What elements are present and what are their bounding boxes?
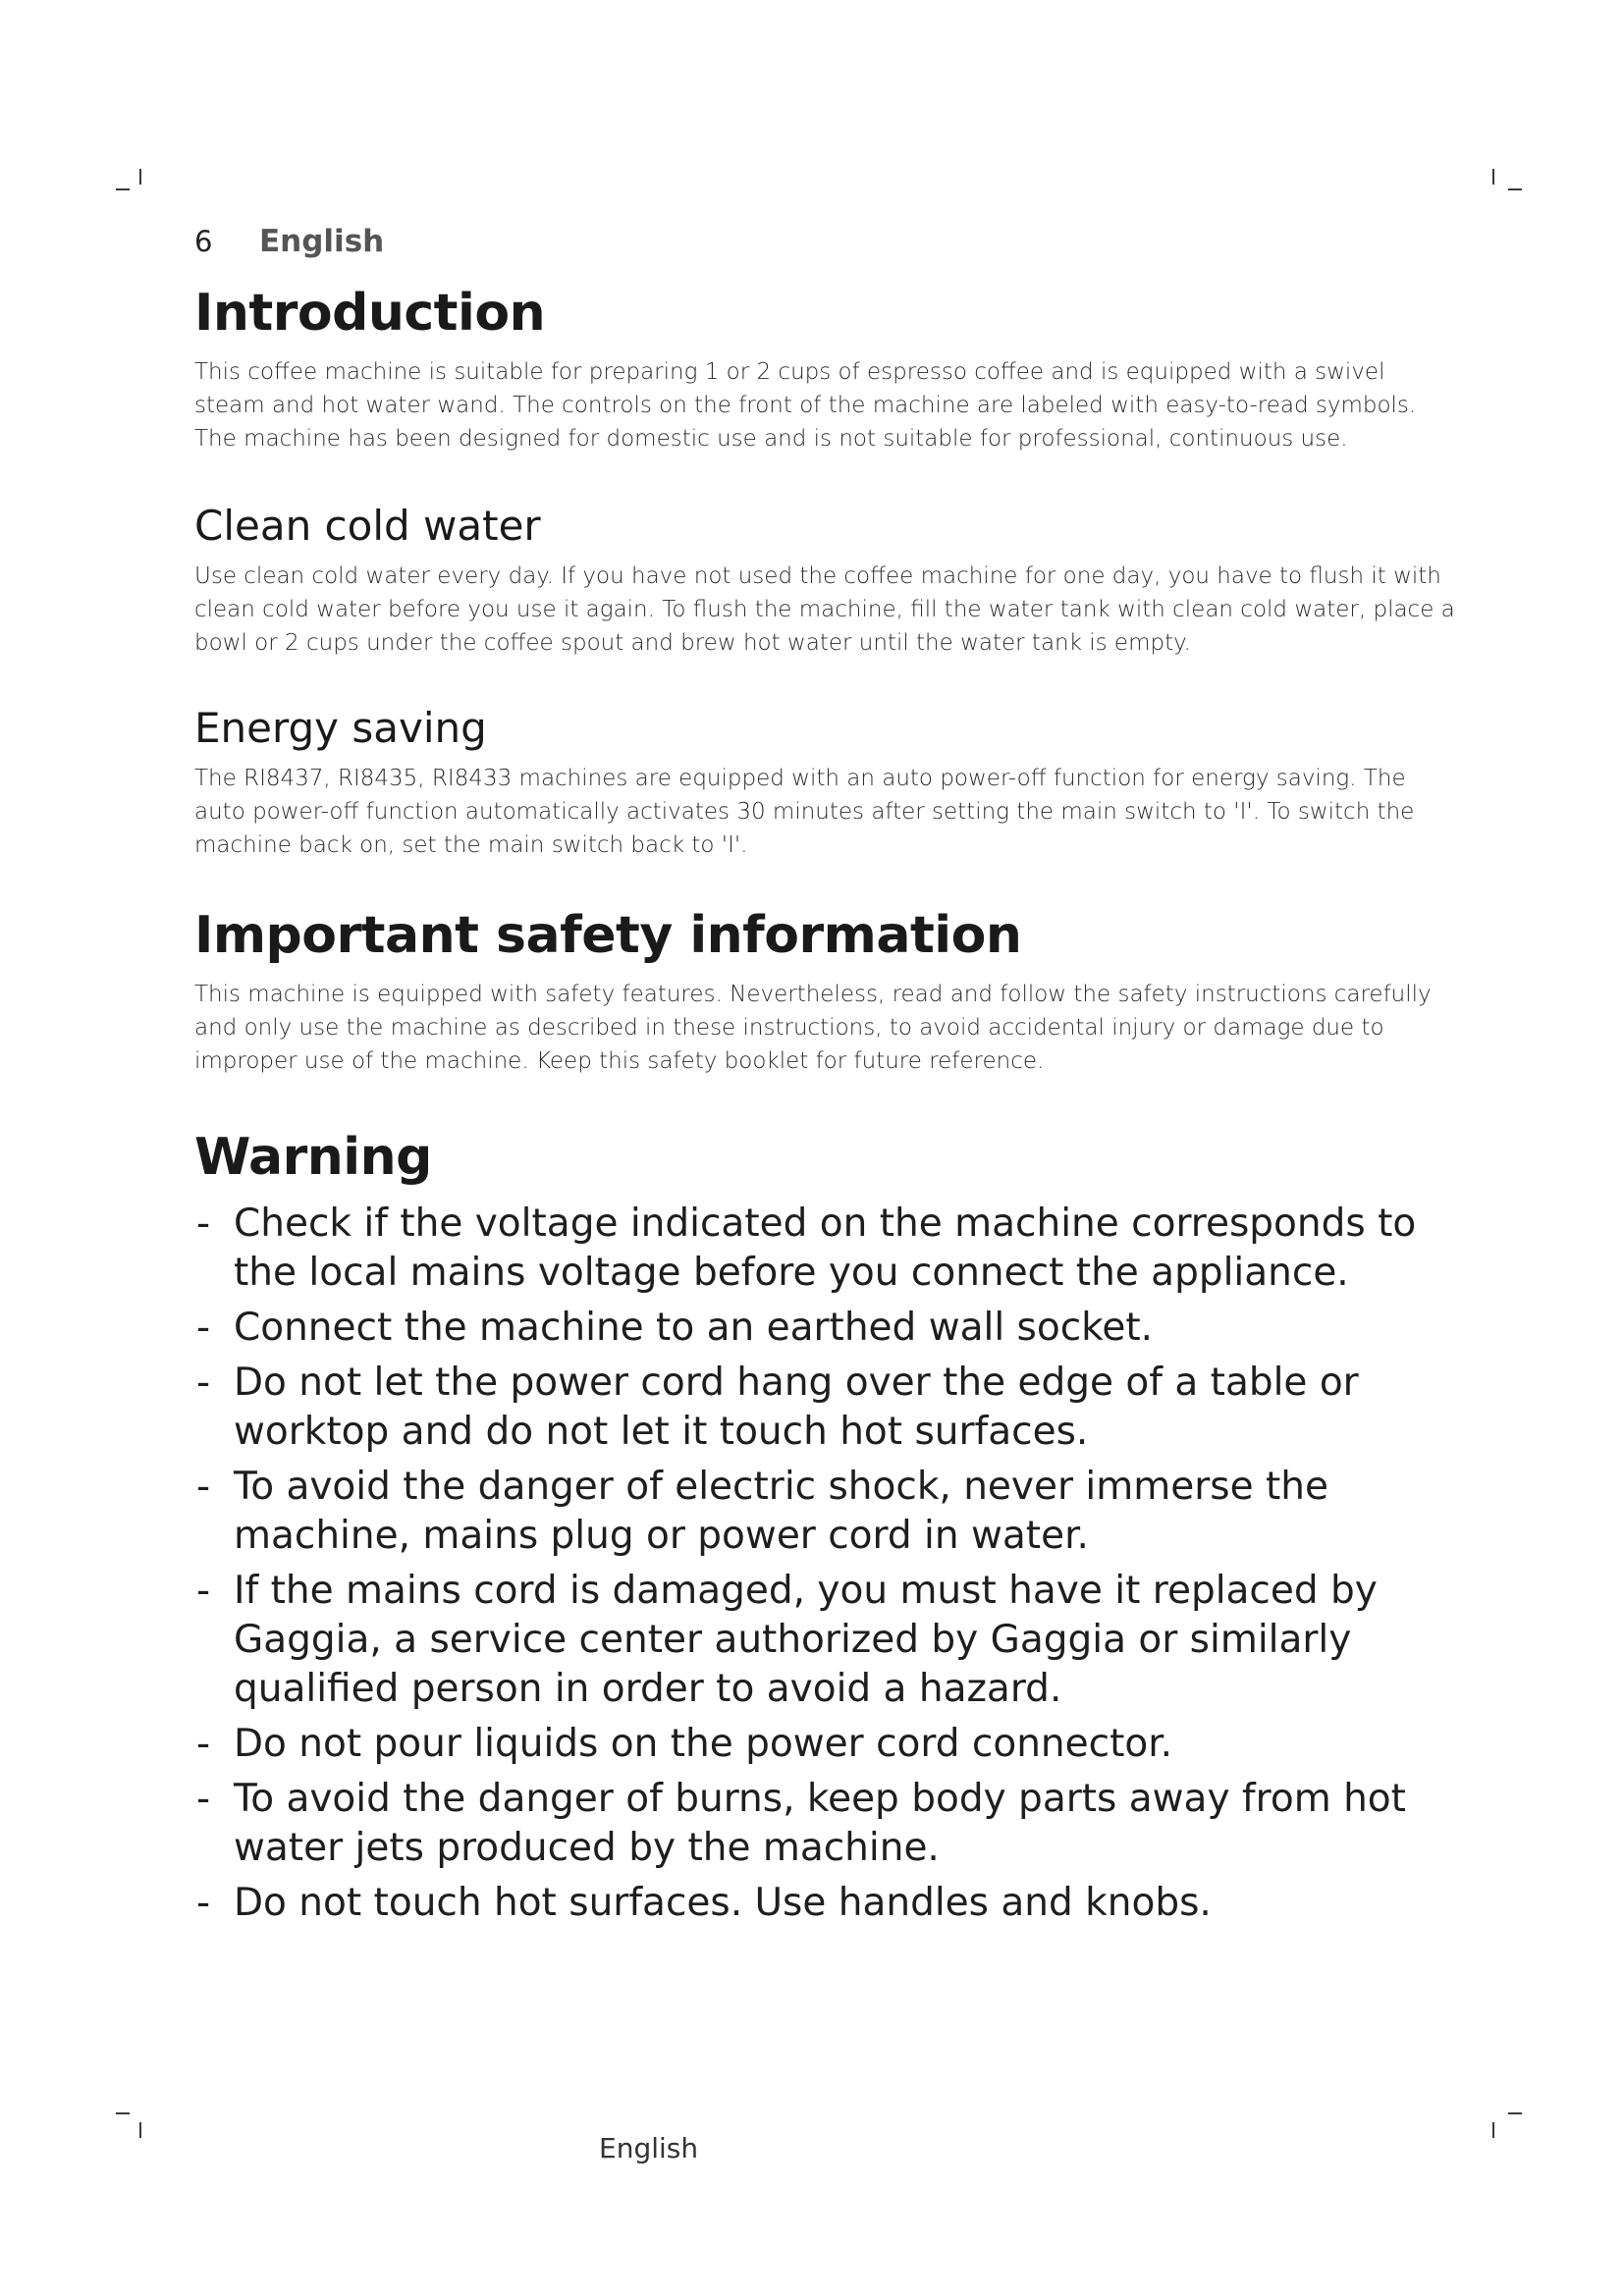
warning-item-text: Connect the machine to an earthed wall socket.: [234, 1305, 1154, 1350]
introduction-section: [194, 285, 1461, 455]
crop-mark-bottom-left-h: [116, 2112, 130, 2114]
warning-section: [194, 1129, 1461, 1928]
energy-saving-section: [194, 705, 1461, 862]
warning-item-text: To avoid the danger of electric shock, never immerse the machine, mains plug or power cord in water.: [234, 1464, 1328, 1558]
bullet-dash: -: [196, 1360, 211, 1405]
warning-item: [194, 1463, 1461, 1561]
crop-mark-top-right-v: [1492, 169, 1494, 185]
safety-body: This machine is equipped with safety features. Nevertheless, read and follow the safety instructions carefully and only use the machine as described in these instructions, to avoid accidental injury or damage due to improper use of the machine. Keep this safety booklet for future reference.: [194, 982, 1432, 1075]
energy-saving-title: Energy saving: [194, 704, 487, 753]
introduction-body: This coffee machine is suitable for preparing 1 or 2 cups of espresso coffee and is equipped with a swivel steam and hot water wand. The controls on the front of the machine are labeled with easy-to-read symbols. The machine has been designed for domestic use and is not suitable for professional, continuous use.: [194, 358, 1417, 452]
crop-mark-top-left-v: [139, 169, 141, 185]
warning-item: [194, 1200, 1461, 1298]
page-number: 6: [194, 225, 213, 258]
warning-item: [194, 1879, 1461, 1928]
page-header: [194, 224, 384, 259]
energy-saving-body: The RI8437, RI8435, RI8433 machines are equipped with an auto power-off function for energy saving. The auto power-off function automatically activates 30 minutes after setting the main switch to 'I'. To switch the machine back on, set the main switch back to 'I'.: [194, 766, 1415, 859]
clean-cold-water-title: Clean cold water: [194, 501, 541, 550]
crop-mark-top-right-h: [1508, 188, 1522, 190]
warning-item-text: Check if the voltage indicated on the machine corresponds to the local mains voltage before you connect the appliance.: [234, 1201, 1417, 1295]
warning-item-text: Do not pour liquids on the power cord connector.: [234, 1721, 1173, 1766]
crop-mark-bottom-right-h: [1508, 2112, 1522, 2114]
warning-item-text: If the mains cord is damaged, you must have it replaced by Gaggia, a service center authorized by Gaggia or similarly qualified person in order to avoid a hazard.: [234, 1568, 1378, 1711]
warning-list: [194, 1200, 1461, 1928]
bullet-dash: -: [196, 1568, 211, 1613]
introduction-title: Introduction: [194, 284, 546, 343]
warning-item: [194, 1567, 1461, 1714]
safety-title: Important safety information: [194, 906, 1022, 966]
bullet-dash: -: [196, 1880, 211, 1925]
warning-item: [194, 1775, 1461, 1873]
bullet-dash: -: [196, 1305, 211, 1350]
warning-item-text: Do not touch hot surfaces. Use handles and knobs.: [234, 1880, 1212, 1925]
warning-item: [194, 1304, 1461, 1353]
bullet-dash: -: [196, 1776, 211, 1821]
clean-cold-water-section: [194, 503, 1461, 660]
warning-item-text: Do not let the power cord hang over the edge of a table or worktop and do not let it touch hot surfaces.: [234, 1360, 1359, 1454]
header-language: English: [259, 224, 385, 259]
crop-mark-bottom-right-v: [1492, 2122, 1494, 2138]
page-footer: English: [599, 2132, 699, 2164]
page-content: [194, 285, 1461, 1934]
warning-title: Warning: [194, 1128, 432, 1188]
crop-mark-bottom-left-v: [139, 2122, 141, 2138]
warning-item: [194, 1359, 1461, 1457]
warning-item-text: To avoid the danger of burns, keep body parts away from hot water jets produced by the machine.: [234, 1776, 1406, 1870]
safety-section: [194, 907, 1461, 1078]
clean-cold-water-body: Use clean cold water every day. If you have not used the coffee machine for one day, you have to flush it with clean cold water before you use it again. To flush the machine, fill the water tank with clean cold water, place a bowl or 2 cups under the coffee spout and brew hot water until the water tank is empty.: [194, 563, 1455, 657]
bullet-dash: -: [196, 1721, 211, 1766]
warning-item: [194, 1720, 1461, 1769]
bullet-dash: -: [196, 1201, 211, 1246]
crop-mark-top-left-h: [116, 188, 130, 190]
bullet-dash: -: [196, 1464, 211, 1509]
